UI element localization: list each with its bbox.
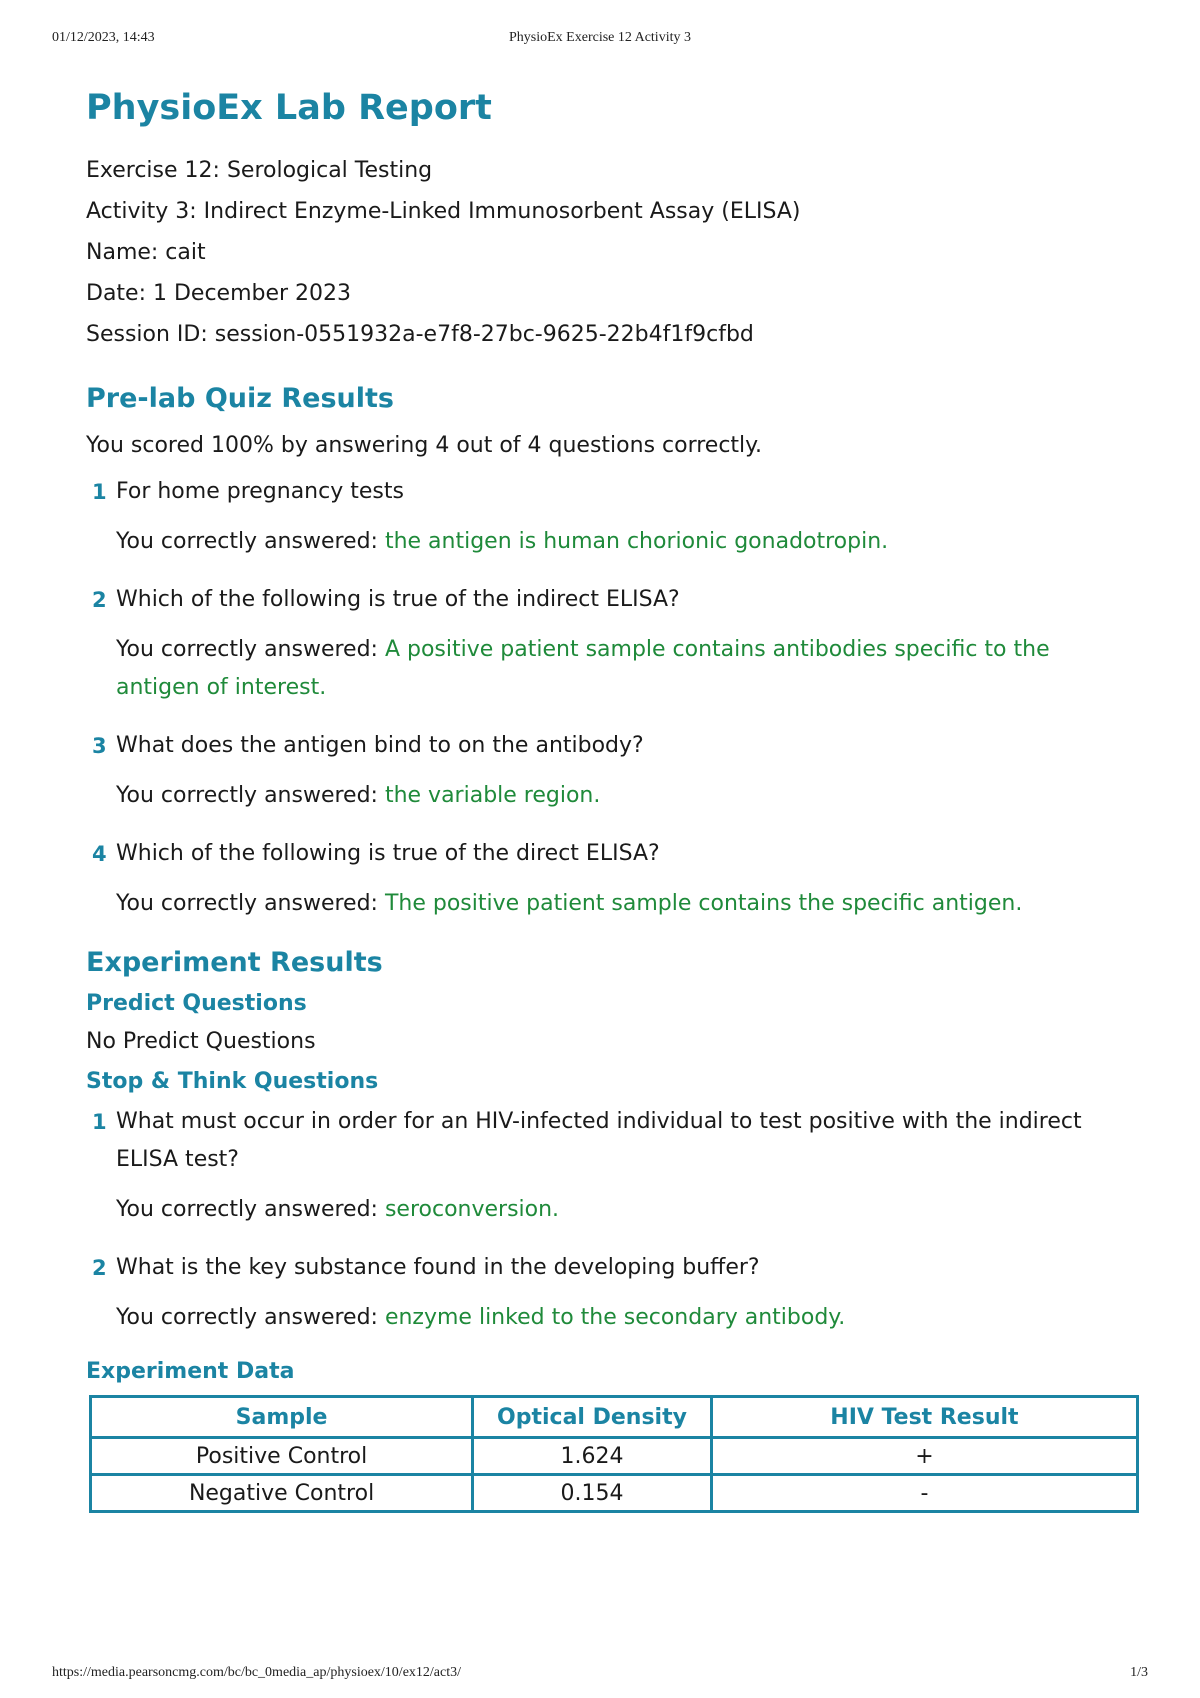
table-cell: Positive Control xyxy=(91,1438,473,1475)
question-number: 3 xyxy=(92,734,107,758)
table-cell: 0.154 xyxy=(473,1475,712,1512)
print-url[interactable]: https://media.pearsoncmg.com/bc/bc_0media_ap/physioex/10/ex12/act3/ xyxy=(52,1665,462,1680)
table-header-row xyxy=(91,1397,1138,1438)
answer-value: the variable region. xyxy=(384,783,601,808)
answer-value: The positive patient sample contains the specific antigen. xyxy=(384,891,1023,916)
answer-prefix: You correctly answered: xyxy=(116,1197,385,1222)
print-doc-title: PhysioEx Exercise 12 Activity 3 xyxy=(509,30,691,45)
print-page-number: 1/3 xyxy=(1130,1665,1148,1680)
table-cell: - xyxy=(711,1475,1137,1512)
prelab-question xyxy=(86,473,1136,561)
activity-line: Activity 3: Indirect Enzyme-Linked Immunosorbent Assay (ELISA) xyxy=(86,199,801,224)
answer-value: the antigen is human chorionic gonadotropin. xyxy=(384,529,889,554)
stop-think-heading: Stop & Think Questions xyxy=(86,1069,379,1094)
experiment-heading: Experiment Results xyxy=(86,947,383,978)
table-cell: 1.624 xyxy=(473,1438,712,1475)
predict-heading: Predict Questions xyxy=(86,991,307,1016)
prelab-question-list xyxy=(86,473,1136,923)
question-text: Which of the following is true of the indirect ELISA? xyxy=(116,587,680,612)
question-text: What must occur in order for an HIV-infected individual to test positive with the indirect ELISA test? xyxy=(116,1109,1082,1172)
question-answer xyxy=(116,777,1136,815)
question-text: Which of the following is true of the direct ELISA? xyxy=(116,841,660,866)
prelab-question xyxy=(86,727,1136,815)
answer-prefix: You correctly answered: xyxy=(116,1305,385,1330)
answer-prefix: You correctly answered: xyxy=(116,891,385,916)
answer-prefix: You correctly answered: xyxy=(116,637,385,662)
print-datetime: 01/12/2023, 14:43 xyxy=(52,30,155,45)
question-number: 1 xyxy=(92,1110,107,1134)
answer-value: seroconversion. xyxy=(384,1197,560,1222)
stop-question-list xyxy=(86,1103,1136,1337)
table-row xyxy=(91,1438,1138,1475)
session-line: Session ID: session-0551932a-e7f8-27bc-9625-22b4f1f9cfbd xyxy=(86,322,754,347)
stop-question xyxy=(86,1103,1136,1229)
page-title: PhysioEx Lab Report xyxy=(86,88,492,128)
name-line: Name: cait xyxy=(86,240,206,265)
print-header xyxy=(0,30,1200,50)
column-header-optical-density: Optical Density xyxy=(473,1397,712,1438)
predict-text: No Predict Questions xyxy=(86,1029,316,1054)
question-answer xyxy=(116,631,1136,707)
question-answer xyxy=(116,1299,1136,1337)
question-text: What is the key substance found in the developing buffer? xyxy=(116,1255,760,1280)
prelab-question xyxy=(86,581,1136,707)
report-meta xyxy=(86,150,1136,355)
column-header-sample: Sample xyxy=(91,1397,473,1438)
question-text: For home pregnancy tests xyxy=(116,479,404,504)
answer-prefix: You correctly answered: xyxy=(116,529,385,554)
question-number: 1 xyxy=(92,480,107,504)
date-line: Date: 1 December 2023 xyxy=(86,281,352,306)
prelab-heading: Pre-lab Quiz Results xyxy=(86,383,394,414)
print-footer xyxy=(0,1665,1200,1685)
question-text: What does the antigen bind to on the antibody? xyxy=(116,733,644,758)
answer-value: A positive patient sample contains antibodies specific to the antigen of interest. xyxy=(116,637,1050,700)
question-answer xyxy=(116,523,1136,561)
prelab-question xyxy=(86,835,1136,923)
answer-value: enzyme linked to the secondary antibody. xyxy=(384,1305,846,1330)
answer-prefix: You correctly answered: xyxy=(116,783,385,808)
column-header-hiv-result: HIV Test Result xyxy=(711,1397,1137,1438)
table-cell: + xyxy=(711,1438,1137,1475)
question-number: 4 xyxy=(92,842,107,866)
experiment-data-table xyxy=(89,1395,1139,1513)
question-number: 2 xyxy=(92,1256,107,1280)
prelab-score: You scored 100% by answering 4 out of 4 questions correctly. xyxy=(86,433,763,458)
table-cell: Negative Control xyxy=(91,1475,473,1512)
table-row xyxy=(91,1475,1138,1512)
question-answer xyxy=(116,885,1136,923)
stop-question xyxy=(86,1249,1136,1337)
question-number: 2 xyxy=(92,588,107,612)
exercise-line: Exercise 12: Serological Testing xyxy=(86,158,433,183)
report-content xyxy=(86,84,1136,1513)
question-answer xyxy=(116,1191,1136,1229)
experiment-data-heading: Experiment Data xyxy=(86,1359,295,1384)
